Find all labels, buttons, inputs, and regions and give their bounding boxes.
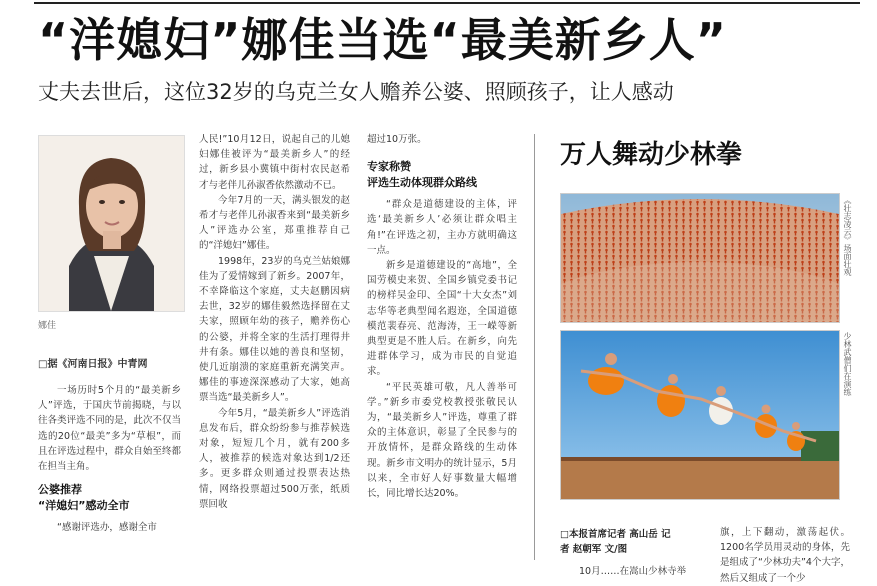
- article-column-3: [367, 132, 517, 501]
- paragraph: 旗，上下翻动，激荡起伏。1200名学员用灵动的身体，先是组成了“少林功夫”4个大字，然后又组成了一个少: [720, 527, 850, 584]
- paragraph: 超过10万张。: [367, 134, 427, 145]
- side-article-column: [720, 525, 850, 586]
- photo-caption: 娜佳: [38, 321, 57, 331]
- section-subtitle: 评选生动体现群众路线: [367, 176, 477, 190]
- paragraph: “群众是道德建设的主体，评选‘最美新乡人’必须让群众唱主角!”在评选之初，主办方就明确这一点。: [367, 199, 517, 256]
- headline: “洋媳妇”娜佳当选“最美新乡人”: [38, 13, 727, 67]
- paragraph: 10月……在嵩山少林寺举: [579, 566, 687, 575]
- paragraph: 1998年，23岁的乌克兰姑娘娜佳为了爱情嫁到了新乡。2007年，不幸降临这个家庭，丈夫赵鹏因病去世，32岁的娜佳毅然选择留在丈夫家，照顾年幼的孩子，赡养伤心的公婆，并将全家的生活打理得井井有条。娜佳以她的善良和坚韧，使几近崩溃的家庭重新充满笑声。娜佳的事迹深深感动了大家，她高票当选“最美新乡人”。: [199, 255, 350, 404]
- photo-caption-vertical: 《壮志凌云》场面壮观: [843, 196, 852, 276]
- subheadline: 丈夫去世后，这位32岁的乌克兰女人赡养公婆、照顾孩子，让人感动: [38, 80, 674, 104]
- paragraph: 新乡是道德建设的“高地”，全国劳模史来贺、全国乡镇党委书记的榜样吴金印、全国“十大女杰”刘志华等老典型闻名遐迩，全国道德模范裴春亮、范海涛，王一嵘等新典型更是不胜人后。在新乡，向先进群体学习，成为市民的自觉追求。: [367, 260, 517, 378]
- byline-line: 者 赵朝军 文/图: [560, 544, 628, 555]
- section-subtitle: 专家称赞: [367, 160, 411, 174]
- paragraph: 今年7月的一天，满头银发的赵希才与老伴儿孙淑香来到“最美新乡人”评选办公室，郑重推荐自己的“洋媳妇”娜佳。: [199, 194, 350, 252]
- monks-photo: [560, 330, 840, 500]
- paragraph: 今年5月，“最美新乡人”评选消息发布后，群众纷纷参与推荐候选对象，短短几个月，就有200多人，被推荐的候选对象达到1/2还多。更多群众则通过投票表达热情，网络投票超过500万张，纸质票回收: [199, 407, 350, 510]
- photo-caption-vertical: 少林武僧们在演练: [843, 332, 852, 396]
- paragraph: “平民英雄可敬，凡人善举可学。”新乡市委党校教授张敬民认为，“最美新乡人”评选，尊重了群众的主体意识，彰显了全民参与的开放情怀，是群众路线的生动体现。新乡市文明办的统计显示，5月以来，全市好人好事数量大幅增长，同比增长达20%。: [367, 381, 517, 500]
- paragraph: 人民!”10月12日，说起自己的儿媳妇娜佳被评为“最美新乡人”的经过，新乡县小冀镇中街村农民赵希才与老伴儿孙淑香依然激动不已。: [199, 134, 350, 191]
- side-article-title: 万人舞动少林拳: [560, 140, 743, 170]
- byline: [560, 527, 710, 557]
- top-rule: [34, 2, 860, 4]
- crowd-photo: [560, 193, 840, 323]
- article-column-2: [199, 132, 350, 512]
- paragraph: 一场历时5个月的“最美新乡人”评选，于国庆节前揭晓，与以往各类评选不同的是，此次不仅当选的20位“最美”多为“草根”，而且在评选过程中，群众自始至终都在担当主角。: [38, 385, 181, 473]
- section-subtitle: 公婆推荐: [38, 483, 82, 497]
- portrait-photo: [38, 135, 185, 312]
- article-column-1: [38, 383, 181, 535]
- dateline: □据《河南日报》中青网: [38, 359, 148, 370]
- column-divider: [534, 134, 535, 560]
- paragraph: “感谢评选办，感谢全市: [57, 522, 157, 534]
- section-subtitle: “洋媳妇”感动全市: [38, 499, 130, 513]
- byline-line: □本报首席记者 高山岳 记: [560, 529, 671, 540]
- side-article-column-bottom: [560, 564, 710, 575]
